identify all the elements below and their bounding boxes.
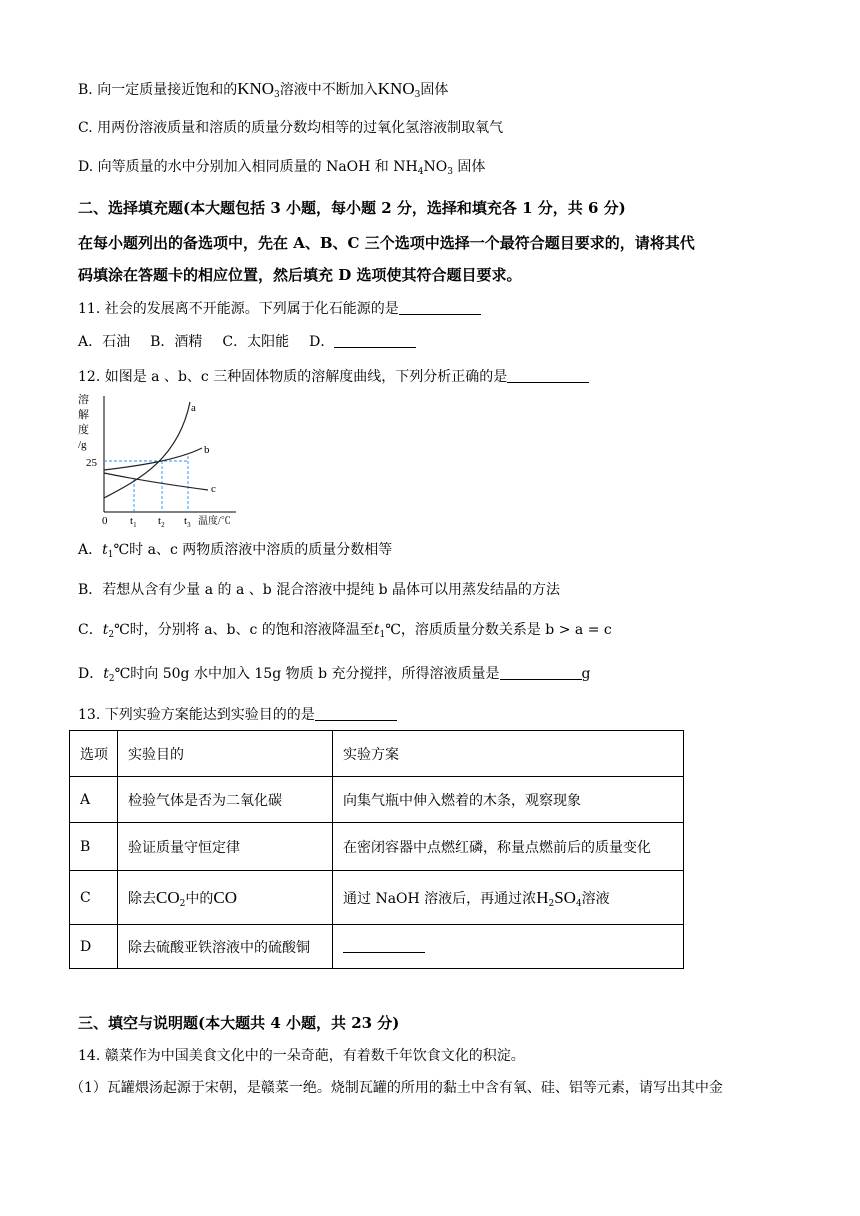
q12-option-a: A．$t_1℃$时 a、c 两物质溶液中溶质的质量分数相等 bbox=[78, 542, 393, 560]
q10-option-c: C. 用两份溶液质量和溶质的质量分数均相等的过氧化氢溶液制取氧气 bbox=[78, 120, 504, 136]
q11-option-c: C．太阳能 bbox=[222, 334, 290, 350]
q10-option-b: B. 向一定质量接近饱和的$KNO_3$溶液中不断加入$KNO_3$固体 bbox=[78, 79, 449, 100]
graph-x-tick-t3: $t_3$ bbox=[184, 515, 191, 529]
q11-option-b: B．酒精 bbox=[150, 334, 203, 350]
table-row: A 检验气体是否为二氧化碳 向集气瓶中伸入燃着的木条，观察现象 bbox=[70, 777, 684, 823]
table-row: B 验证质量守恒定律 在密闭容器中点燃红磷，称量点燃前后的质量变化 bbox=[70, 823, 684, 871]
experiment-plan-table bbox=[69, 730, 684, 969]
table-row: C 除去$CO_2$中的CO 通过 NaOH 溶液后，再通过浓$H_2SO_4$溶液 bbox=[70, 871, 684, 925]
curve-label-c: c bbox=[211, 483, 216, 495]
q11-option-d: D． bbox=[309, 334, 335, 350]
graph-ylabel-3: 度 bbox=[78, 424, 89, 436]
q13-stem: 13. 下列实验方案能达到实验目的的是 bbox=[78, 705, 397, 725]
section3-title: 三、填空与说明题(本大题共 4 小题，共 23 分) bbox=[78, 1014, 400, 1032]
header-plan: 实验方案 bbox=[333, 731, 684, 777]
curve-label-b: b bbox=[204, 444, 210, 456]
graph-x-tick-t1: $t_1$ bbox=[130, 515, 137, 529]
q12-option-c: C．$t_2℃$时，分别将 a、b、c 的饱和溶液降温至$t_1℃$，溶质质量分数关系是 b > a = c bbox=[78, 622, 612, 640]
q11-stem: 11. 社会的发展离不开能源。下列属于化石能源的是 bbox=[78, 299, 481, 319]
graph-origin: 0 bbox=[102, 515, 108, 527]
q12-option-d: D．$t_2℃$时向 50g 水中加入 15g 物质 b 充分搅拌，所得溶液质量是 g bbox=[78, 666, 591, 684]
answer-blank[interactable] bbox=[507, 368, 589, 383]
graph-y-tick-25: 25 bbox=[86, 457, 97, 469]
answer-blank[interactable] bbox=[343, 938, 425, 953]
graph-ylabel-2: 解 bbox=[78, 409, 89, 421]
curve-label-a: a bbox=[191, 402, 196, 414]
q14-stem: 14. 赣菜作为中国美食文化中的一朵奇葩，有着数千年饮食文化的积淀。 bbox=[78, 1048, 525, 1064]
graph-ylabel-4: /g bbox=[78, 439, 87, 451]
section2-instruction-1: 在每小题列出的备选项中，先在 A、B、C 三个选项中选择一个最符合题目要求的，请将其代 bbox=[78, 234, 695, 252]
solubility-curve-graph bbox=[78, 390, 248, 532]
answer-blank[interactable] bbox=[334, 333, 416, 348]
q12-option-b: B．若想从含有少量 a 的 a 、b 混合溶液中提纯 b 晶体可以用蒸发结晶的方法 bbox=[78, 582, 561, 598]
section2-instruction-2: 码填涂在答题卡的相应位置，然后填充 D 选项使其符合题目要求。 bbox=[78, 266, 522, 284]
header-option: 选项 bbox=[70, 731, 118, 777]
answer-blank[interactable] bbox=[315, 706, 397, 721]
q10-option-d: D. 向等质量的水中分别加入相同质量的 NaOH 和 $NH_4NO_3$ 固体 bbox=[78, 159, 486, 177]
q12-stem: 12. 如图是 a 、b、c 三种固体物质的溶解度曲线，下列分析正确的是 bbox=[78, 367, 589, 387]
graph-axes bbox=[104, 396, 236, 512]
curve-c bbox=[104, 473, 208, 490]
q11-option-a: A．石油 bbox=[78, 334, 131, 350]
q14-part-1: （1）瓦罐煨汤起源于宋朝，是赣菜一绝。烧制瓦罐的所用的黏土中含有氧、硅、铝等元素，请写出其中金 bbox=[70, 1080, 723, 1096]
table-row: D 除去硫酸亚铁溶液中的硫酸铜 bbox=[70, 925, 684, 969]
graph-curves bbox=[104, 402, 208, 498]
section2-title: 二、选择填充题(本大题包括 3 小题，每小题 2 分，选择和填充各 1 分，共 6 分) bbox=[78, 199, 626, 217]
answer-blank[interactable] bbox=[500, 665, 582, 680]
graph-x-tick-t2: $t_2$ bbox=[158, 515, 165, 529]
answer-blank[interactable] bbox=[399, 300, 481, 315]
graph-ylabel-1: 溶 bbox=[78, 394, 89, 406]
header-goal: 实验目的 bbox=[118, 731, 333, 777]
graph-xlabel: 温度/℃ bbox=[198, 516, 231, 527]
curve-a bbox=[104, 402, 190, 498]
table-header-row bbox=[70, 731, 684, 777]
q11-options bbox=[78, 332, 416, 352]
